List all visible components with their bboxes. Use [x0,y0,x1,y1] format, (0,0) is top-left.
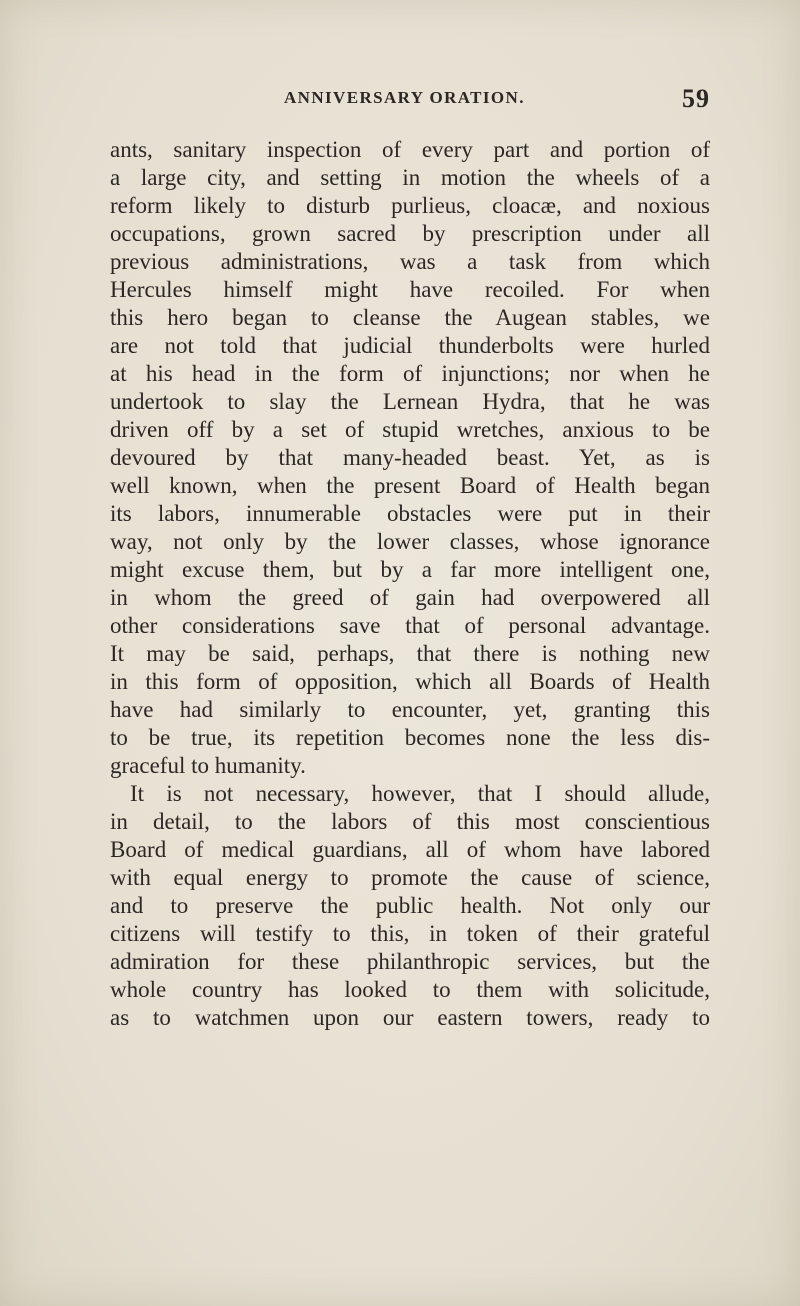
text-line: have had similarly to encounter, yet, granting this [110,697,710,722]
text-line: citizens will testify to this, in token of their grateful [110,921,710,946]
text-line: undertook to slay the Lernean Hydra, that he was [110,389,710,414]
body-text [110,136,710,1032]
text-line: previous administrations, was a task from which [110,249,710,274]
text-line: Board of medical guardians, all of whom have labored [110,837,710,862]
paragraph-end-line: graceful to humanity. [110,753,306,778]
text-line: well known, when the present Board of Health began [110,473,710,498]
text-line: at his head in the form of injunctions; nor when he [110,361,710,386]
text-line: in detail, to the labors of this most conscientious [110,809,710,834]
text-line: Hercules himself might have recoiled. For when [110,277,710,302]
text-line: as to watchmen upon our eastern towers, ready to [110,1005,710,1030]
text-line: this hero began to cleanse the Augean stables, we [110,305,710,330]
text-line: other considerations save that of personal advantage. [110,613,710,638]
text-line: reform likely to disturb purlieus, cloacæ, and noxious [110,193,710,218]
text-line: whole country has looked to them with solicitude, [110,977,710,1002]
text-line: driven off by a set of stupid wretches, anxious to be [110,417,710,442]
paragraph-start-line: It is not necessary, however, that I should allude, [130,781,710,806]
text-line: way, not only by the lower classes, whose ignorance [110,529,710,554]
text-line: and to preserve the public health. Not only our [110,893,710,918]
text-line: are not told that judicial thunderbolts were hurled [110,333,710,358]
text-line: might excuse them, but by a far more intelligent one, [110,557,710,582]
text-line: its labors, innumerable obstacles were put in their [110,501,710,526]
text-line: a large city, and setting in motion the wheels of a [110,165,710,190]
running-header [110,86,710,116]
text-line: with equal energy to promote the cause of science, [110,865,710,890]
text-line: in this form of opposition, which all Boards of Health [110,669,710,694]
text-line: in whom the greed of gain had overpowered all [110,585,710,610]
running-title: ANNIVERSARY ORATION. [284,88,525,107]
text-line: ants, sanitary inspection of every part and portion of [110,137,710,162]
text-line: admiration for these philanthropic services, but the [110,949,710,974]
page-number: 59 [682,84,710,113]
text-line: to be true, its repetition becomes none the less dis- [110,725,710,750]
text-line: devoured by that many-headed beast. Yet, as is [110,445,710,470]
text-line: occupations, grown sacred by prescription under all [110,221,710,246]
text-line: It may be said, perhaps, that there is nothing new [110,641,710,666]
